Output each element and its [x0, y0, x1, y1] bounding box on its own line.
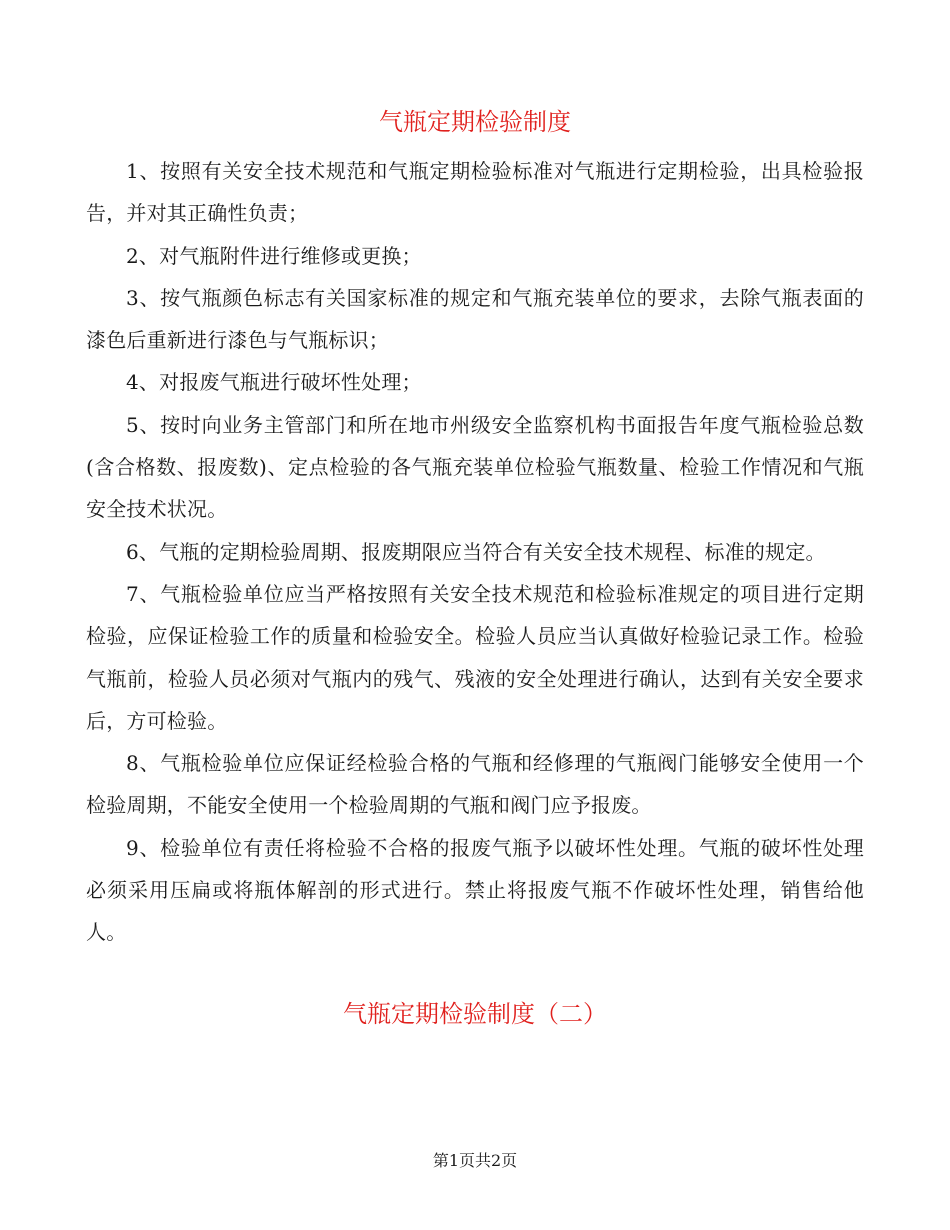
paragraph-9: 9、检验单位有责任将检验不合格的报废气瓶予以破坏性处理。气瓶的破坏性处理必须采用压扁或将瓶体解剖的形式进行。禁止将报废气瓶不作破坏性处理，销售给他人。	[86, 835, 864, 945]
paragraph-4: 4、对报废气瓶进行破坏性处理；	[126, 370, 422, 395]
second-document-title: 气瓶定期检验制度（二）	[343, 1000, 607, 1028]
page-number-footer: 第1页共2页	[432, 1151, 518, 1170]
paragraph-6: 6、气瓶的定期检验周期、报废期限应当符合有关安全技术规程、标准的规定。	[126, 539, 826, 564]
paragraph-3: 3、按气瓶颜色标志有关国家标准的规定和气瓶充装单位的要求，去除气瓶表面的漆色后重新进行漆色与气瓶标识；	[86, 285, 864, 353]
document-title: 气瓶定期检验制度	[379, 108, 571, 136]
document-body	[86, 150, 864, 954]
paragraph-7: 7、气瓶检验单位应当严格按照有关安全技术规范和检验标准规定的项目进行定期检验，应保证检验工作的质量和检验安全。检验人员应当认真做好检验记录工作。检验气瓶前，检验人员必须对气瓶内的残气、残液的安全处理进行确认，达到有关安全要求后，方可检验。	[86, 581, 864, 733]
paragraph-5: 5、按时向业务主管部门和所在地市州级安全监察机构书面报告年度气瓶检验总数(含合格数、报废数)、定点检验的各气瓶充装单位检验气瓶数量、检验工作情况和气瓶安全技术状况。	[86, 412, 864, 522]
paragraph-8: 8、气瓶检验单位应保证经检验合格的气瓶和经修理的气瓶阀门能够安全使用一个检验周期，不能安全使用一个检验周期的气瓶和阀门应予报废。	[86, 751, 864, 818]
paragraph-2: 2、对气瓶附件进行维修或更换；	[126, 243, 422, 268]
paragraph-1: 1、按照有关安全技术规范和气瓶定期检验标准对气瓶进行定期检验，出具检验报告，并对其正确性负责；	[86, 159, 864, 226]
